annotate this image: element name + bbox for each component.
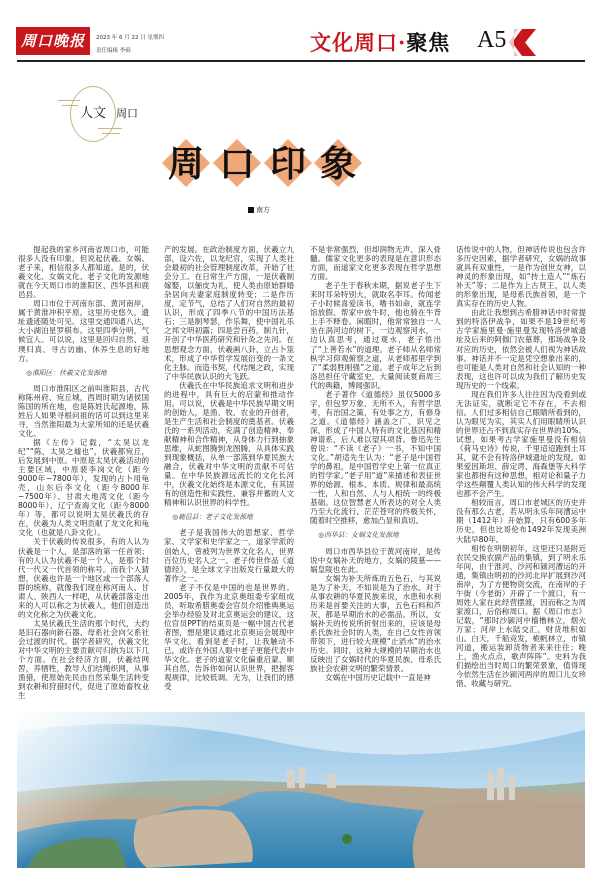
title-char-text: 口 <box>218 143 255 185</box>
chevron-left-icon <box>512 29 536 56</box>
paragraph: 周口市西华县位于黄河南岸，是传说中女娲补天的地方，女娲的陵墓——娲皇陵也在此。 <box>310 546 441 574</box>
badge-left: 人文 <box>80 106 107 121</box>
badge-line <box>58 100 80 101</box>
paragraph: 周口市淮阳区之前叫淮阳县，古代称陈州府、宛丘城，西周时期为诸侯国陈国的所在地，也是陈姓氏起源地，陈姓后人如果寻根问祖的话可以到这里来寻，当然淮阳最为大家所知的还是伏羲文化。 <box>18 383 149 438</box>
column-badge <box>58 86 168 146</box>
city-river-photo <box>17 712 585 868</box>
title-char-text: 周 <box>167 143 204 185</box>
paragraph: 提起我的家乡河南省周口市，可能很多人没有印象，但说起伏羲、女娲、老子来，相信很多人都知道。是的，伏羲文化、女娲文化、老子文化的发源地就在今天周口市的淮阳区、西华县和鹿邑县。 <box>18 245 149 300</box>
section-sub: 聚焦 <box>406 30 451 55</box>
section-subheading: ◎鹿邑县：老子文化发源地 <box>172 513 253 522</box>
paragraph: 关于伏羲的传说很多，有的人认为伏羲是一个人，是部落的第一任首领；有的人认为伏羲不是一个人，是那个时代一代又一代首领的称号。而我个人猜想，伏羲也许是一个地区或一个部落人群的统称，就像我们现在称河南人、甘肃人、陕西人一样吧，从伏羲部落走出来的人可以称之为伏羲人，他们创造出的文化称之为伏羲文化。 <box>18 537 149 619</box>
badge-line <box>98 128 122 129</box>
article-column-3 <box>310 245 441 692</box>
title-char-text: 象 <box>319 143 356 185</box>
paragraph: 由此让我想到古希腊神话中时常提到的特洛伊战争，如果不是19世纪考古学家施里曼·施里曼发现特洛伊城遗址及后来的阿伽门农墓葬，那场战争及对应的历史，依然会被人们视为神话故事。神话并不一定是凭空想象出来的，也可能是人类对自然和社会认知的一种表现，这也许可以成为我们了解历史发现历史的一个线索。 <box>456 308 586 390</box>
paragraph: 女娲为补天所炼的五色石，与其说是为了补天，不如说是为了治水。对于从事农耕的华夏民族来说，水患和水利历来是首要关注的大事，五色石料和芦灰，都是早期治水的必需品。所以，女娲补天的传说所折射出来的，应该是母系氏族社会时的人类，在自己女性首领带领下，进行较大规模“止滔水”的治水历史。同时，这种大规模的早期治水也反映出了女娲时代的华夏民族、母系氏族社会农耕文明的繁荣情景。 <box>310 573 441 674</box>
article-title <box>160 138 450 194</box>
paragraph: 太昊伏羲氏生活的那个时代，大约是旧石器向新石器、母系社会向父系社会过渡的时代。据学者研究，伏羲文化对中华文明的主要贡献可归纳为以下几个方面。在社会经济方面，伏羲结网罟，养牺牲，教导人们结绳织网，从事渔猎，使原始先民由自然采集生活转变到农耕和狩猎时代，促进了原始畜牧业生 <box>18 618 149 701</box>
section-dot: · <box>398 30 407 55</box>
section-subheading: ◎西华县：女娲文化发源地 <box>318 531 399 540</box>
page-number: A5 <box>477 27 507 53</box>
section-name: 文化周口 <box>310 30 398 55</box>
title-char <box>211 138 261 190</box>
title-char <box>262 138 312 190</box>
editor-credit: 责任编辑 李砾 <box>96 48 131 54</box>
issue-date: 2023 年 6 月 22 日 星期四 <box>96 35 164 41</box>
paragraph: 不是非常强烈，但却润物无声、深入骨髓。儒家文化更多的表现是在意识形态方面，而道家文化更多表现在哲学思想方面。 <box>310 245 441 282</box>
paragraph: 据《左传》记载，“太昊以龙纪”“陈，太昊之墟也”，伏羲都宛丘，后发展到中原。中原是太昊伏羲活动的主要区域，中原裴李岗文化（距今9000年~7800年），发现的占卜用龟壳，山东后李文化（距今8000年~7500年）、甘肃大地湾文化（距今8000年）、辽宁查海文化（距今8000年）等，都可以说明太昊伏羲氏的存在，伏羲为人类文明贡献了龙文化和龟文化（也就是八卦文化）。 <box>18 437 149 538</box>
masthead-rule <box>17 60 585 62</box>
square-bullet-icon <box>248 207 254 213</box>
author-name: 南方 <box>256 206 270 214</box>
paragraph: 现在我们许多人往往因为没看到或无法证实，就断定它不存在，不去相信。人们过多相信自己眼睛所看到的，认为眼见为实，其实人们用眼睛所认识的世界还占不到真实存在世界的10%。试想，如果考古学家施里曼没有相信《荷马史诗》传说，千里迢迢跑到土耳其，就不会有特洛伊城遗址的发现。如果爱因斯坦、薛定谔、海森堡等大科学家也都抱有这种思想，相对论和量子力学这些颠覆人类认知的伟大科学的发现也都不会产生。 <box>456 389 586 499</box>
article-column-4 <box>456 245 586 692</box>
badge-right: 周口 <box>116 107 138 120</box>
paragraph: 老子生于春秋末期，据说老子生下来时耳朵特别大，就取名李耳。传闻老子小时候喜爱读书，嗜书如命，就连学馆放假、帮家中放牛时，他也骑在牛背上手不释卷。闲暇时，他常常独自一人坐在涡河边的树下，一边观察河水，一边认真思考，通过观水，老子悟出了“上善若水”的道理。老子师从名师常枞学习仰观俯察之道，从老师那里学到了“柔弱胜刚强”之道。老子成年之后到洛邑担任守藏室史，大量阅读夏商周三代的典籍，博闻强识。 <box>310 281 441 390</box>
paragraph: 相传在明朝初年，这里还只是附近农民交换农副产品的集镇，到了明永乐年间，由于淮河、沙河和颍河漕运的开通，集镇由明初的沙河北岸扩展到沙河南岸，为了方便物资交流，在南岸的子午街（今老街）开辟了一个渡口，有一周姓人家在此经营摆渡，因而称之为周家渡口，后俗称周口。据《周口市志》记载，“那时沙颍河中樯橹林立，烟火万家；河岸上水陆交汇，财货堆积如山。白天，千船竞发，桅帆林立，市镇河道，搬运装卸货物者来来往往；晚上，渔火点点，歌声阵阵”。史料为我们描绘出当时周口的繁荣景象，值得现今依然生活在沙颍河两岸的周口儿女珍惜、收藏与研究。 <box>456 543 586 689</box>
article-column-2 <box>164 245 294 692</box>
badge-line <box>62 105 78 106</box>
paragraph: 周口市位于河南东部、黄河南岸，属于黄淮冲积平原。这里历史悠久，遗址遗迹随处可见。这里交通四通八达，大小湖泊星罗棋布。这里四季分明，气候宜人。可以说，这里是回归自然、返璞归真、寻古访幽、休养生息的好地方。 <box>18 299 149 363</box>
badge-line <box>102 133 120 134</box>
paragraph: 相较而言，周口市老城区的历史并没有那么古老，若从明永乐年间漕运中期（1412年）开始算，只有600多年历史，但也比哥伦布1492年发现美洲大陆早80年。 <box>456 498 586 544</box>
paragraph: 产的发展。在政治制度方面，伏羲立九部，设六佐，以龙纪官，实现了人类社会最初的社会管理制度改革，开始了社会分工。在日常生产方面，一是伏羲制嫁娶，以俪皮为礼，使人类由原始群婚杂居向夫妻家庭制度转变；二是作历度，定节气，总结了人们对自然的最初认识，形成了四季八节的中国历法基石；三是制琴瑟，作乐舞，使中国礼乐之邦文明初露；四是尝百药，制九针，开创了中华医药研究和针灸之先河。在思想观念方面，伏羲画八卦，立占卜筮术，形成了中华哲学发展衍变的一条文化主脉。而造书契，代结绳之政，实现了中华民族认识的大飞跃。 <box>164 245 294 381</box>
paragraph: 老子不仅是中国的也是世界的。2005年，我作为北京奥组委专家组成员，听取希腊奥委会官员介绍雅典奥运会举办经验及对北京奥运会的建议，这位官员PPT的结束页是一幅中国古代老者图，想是建议通过北京奥运会展现中华文化。看到是老子时，让我触动不已，或许在外国人眼中老子更能代表中华文化。老子的道家文化偏重启蒙、顺其自然，告诉你如何认识世界，把握客观规律，比较低调、无为，让我们的感受 <box>164 582 294 692</box>
paragraph: 伏羲氏在中华民族追求文明和进步的进程中，具有巨大的启蒙和推动作用。可以说，伏羲是中华民族早期文明的创始人，是渔、牧、农业的开创者，是生产生活和社会制度的奠基者。伏羲氏的一系列活动，充满了创造精神、奉献精神和合作精神，从身体力行到抽象思维，从蛇图腾到龙图腾，从具体实践到现象概括，从单一部落到华夏民族大融合，伏羲对中华文明的贡献不可估量。在中华民族源远流长的文化长河中，伏羲文化始终是本源文化，有其固有的创造性和实践性、兼容并蓄的人文精神和认识世界的科学性。 <box>164 380 294 508</box>
article-column-1 <box>18 245 149 701</box>
section-subheading: ◎淮阳区：伏羲文化发源地 <box>26 368 107 377</box>
byline <box>248 205 270 215</box>
section-title <box>310 27 450 57</box>
paragraph: 老子是我国伟大的思想家、哲学家、文学家和史学家之一，道家学派的创始人，曾被列为世界文化名人，世界百位历史名人之一。老子传世作品《道德经》，是全球文字出版发行量最大的著作之一。 <box>164 528 294 583</box>
paragraph: 女娲在中国历史记载中一直是神 <box>325 673 431 683</box>
title-char-text: 印 <box>269 143 306 185</box>
title-char <box>312 138 362 190</box>
newspaper-logo: 周口晚报 <box>16 27 90 55</box>
paragraph: 话传说中的人物，但神话传说也包含许多历史因素，据学者研究，女娲的故事就具有双重性，一是作为创世女神，以神灵的形象出现，如“抟土造人”“炼石补天”等；二是作为上古贤王，以人类的形象出现，是母系氏族首领，是一个真实存在的历史人物。 <box>456 245 586 309</box>
title-char <box>160 138 210 190</box>
paragraph: 老子著作《道德经》虽仅5000多字，但包罗万象、无所不入，有哲学思考，有治国之策，有处事之方，有修身之道。《道德经》涵盖之广、识见之深，形成了中国人特有的文化基因和精神谱系，后人难以望其项背。鲁迅先生曾说：“不读《老子》一书，不知中国文化。”胡适先生认为：“老子是中国哲学的鼻祖，是中国哲学史上第一位真正的哲学家。”老子用“道”来描述和表征世界的始源、根本、本质、规律和最高统一性，人和自然、人与人相统一的终极基础。这位智慧老人所表达的对全人类乃至大化流行、茫茫苍穹的终极关怀，随着时空推移，愈加凸显和真切。 <box>310 389 441 526</box>
